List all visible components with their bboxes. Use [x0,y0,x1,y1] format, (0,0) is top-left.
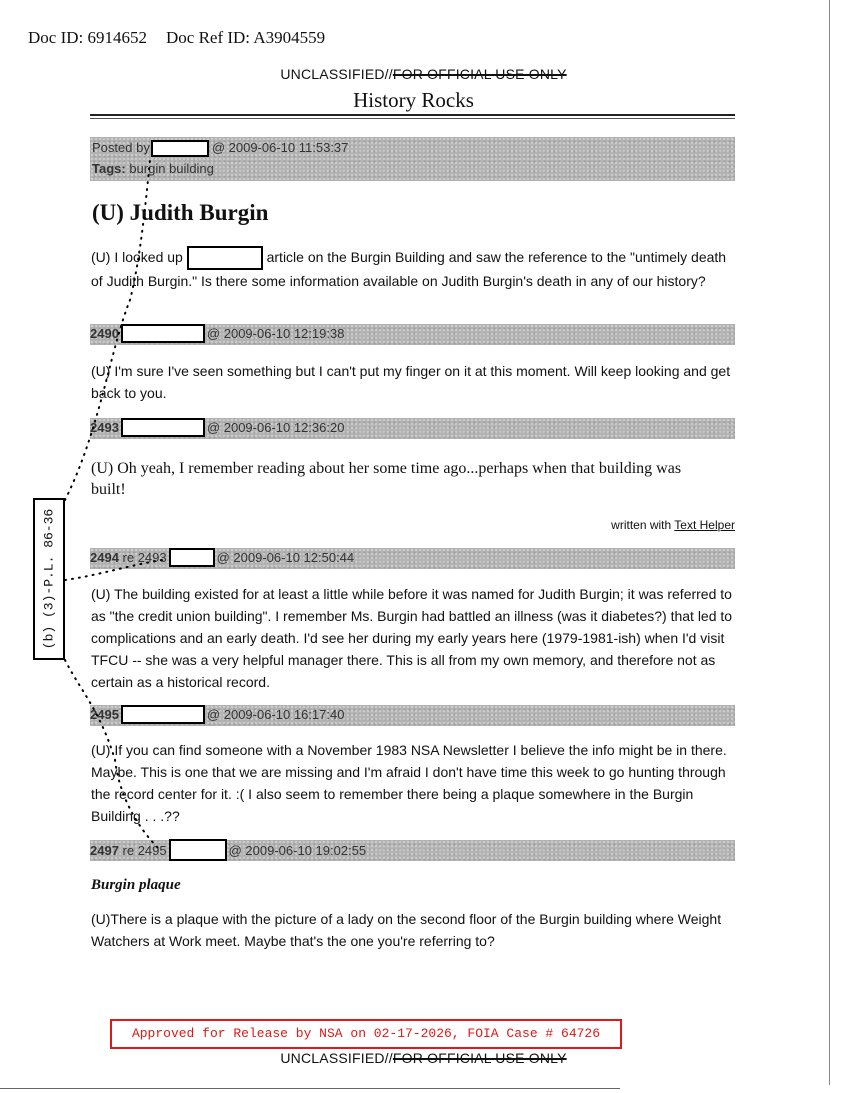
title-rule [90,114,735,116]
comment-body: (U)There is a plaque with the picture of a lady on the second floor of the Burgin building where Weight Watchers at Work meet. Maybe that's the one you're referring to? [91,911,722,949]
redaction-box [169,839,227,861]
posted-by-line [92,140,348,157]
comment-meta-bar [90,705,735,726]
comment-meta-bar [90,548,735,569]
classification-struck: FOR OFFICIAL USE ONLY [392,66,567,82]
comment-meta [90,326,344,343]
redaction-box [151,140,209,157]
posted-by-label: Posted by [92,140,150,155]
redaction-box [169,548,215,567]
redaction-box [121,418,205,437]
site-title: History Rocks [353,88,474,112]
classification-top [0,66,847,82]
doc-ref-id: Doc Ref ID: A3904559 [166,28,326,47]
comment-timestamp: @ 2009-06-10 19:02:55 [228,842,367,858]
comment-timestamp: @ 2009-06-10 12:19:38 [206,326,345,341]
comment-id: 2493 [90,420,119,435]
classification-prefix: UNCLASSIFIED// [280,66,393,82]
post-body-intro: (U) I looked up [91,249,183,265]
comment-meta [90,420,344,437]
posted-timestamp: @ 2009-06-10 11:53:37 [211,140,349,155]
doc-id: Doc ID: 6914652 [28,28,147,47]
text-helper-link[interactable]: Text Helper [674,518,735,532]
comment-id: 2497 [90,842,119,858]
post-body-rest: article on the Burgin Building and saw the reference to the "untimely death of Judith Burgin." Is there some information available on Judith Burgin's death in any of our history? [91,249,727,290]
classification-bottom [0,1050,847,1066]
comment-reply-ref: re 2493 [118,550,167,565]
comment-meta-bar [90,840,735,861]
redaction-box [121,705,205,724]
scan-edge-line [829,0,830,1085]
classification-struck: FOR OFFICIAL USE ONLY [392,1050,567,1066]
comment-body: (U) If you can find someone with a November 1983 NSA Newsletter I believe the info might be in there. Maybe. This is one that we are missing and I'm afraid I don't have time this week to go hunting through the record center for it. :( I also seem to remember there being a plaque somewhere in the Burgin Building . . .?? [91,742,727,824]
written-with-label: written with [611,518,675,532]
post-body [91,246,741,292]
comment-body: (U) Oh yeah, I remember reading about her some time ago...perhaps when that building was built! [91,460,682,498]
tag-link[interactable]: burgin building [125,161,214,176]
post-title: (U) Judith Burgin [92,200,269,225]
comment-meta-bar [90,418,735,439]
comment-id: 2495 [90,707,119,722]
comment-reply-ref: re 2495 [118,842,167,858]
comment-meta [90,842,366,861]
tags-line [92,161,214,176]
comment-meta [90,550,354,567]
exemption-box [33,498,65,660]
comment-body: (U) The building existed for at least a little while before it was named for Judith Burgin; it was referred to as "the credit union building". I remember Ms. Burgin had battled an illness (was it diabetes?) that led to complications and an early death. I'd see her during my early years here (1979-1981-ish) when I'd visit TFCU -- she was a very helpful manager there. This is all from my own memory, and therefore not as certain as a historical record. [91,586,733,690]
tags-label: Tags: [92,161,126,176]
post-meta-bar [90,137,735,181]
classification-prefix: UNCLASSIFIED// [280,1050,393,1066]
comment-id: 2494 [90,550,119,565]
bottom-rule [0,1088,620,1089]
comment-timestamp: @ 2009-06-10 12:50:44 [216,550,355,565]
exemption-label: (b) (3)-P.L. 86-36 [41,508,57,650]
comment-id: 2490 [90,326,119,341]
release-stamp: Approved for Release by NSA on 02-17-2026, FOIA Case # 64726 [110,1019,622,1049]
comment-body: (U) I'm sure I've seen something but I can't put my finger on it at this moment. Will keep looking and get back to you. [91,363,731,401]
written-with-note [611,518,735,532]
comment-timestamp: @ 2009-06-10 12:36:20 [206,420,345,435]
redaction-box [121,324,205,343]
comment-subtitle: Burgin plaque [91,877,181,893]
redaction-box [187,246,263,270]
comment-meta-bar [90,324,735,345]
title-rule-secondary [90,118,735,119]
comment-timestamp: @ 2009-06-10 16:17:40 [206,707,345,722]
comment-meta [90,707,344,724]
